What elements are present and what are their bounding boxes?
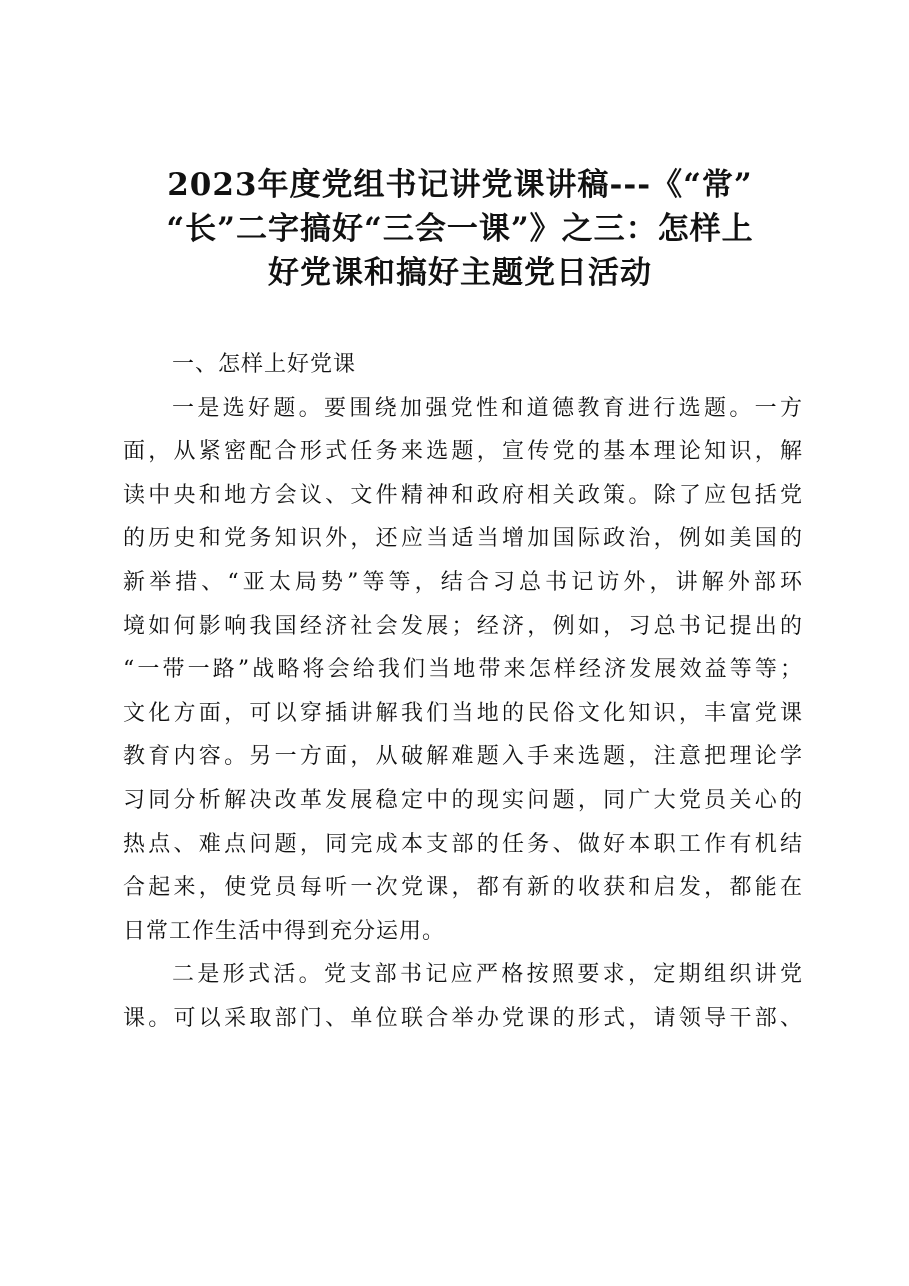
paragraph-line: 热点、难点问题，同完成本支部的任务、做好本职工作有机结 xyxy=(123,831,803,857)
paragraph-line: 文化方面，可以穿插讲解我们当地的民俗文化知识，丰富党课 xyxy=(123,700,803,726)
paragraph-line: 课。可以采取部门、单位联合举办党课的形式，请领导干部、 xyxy=(123,1005,803,1031)
title-line-1: 2023年度党组书记讲党课讲稿---《“常” xyxy=(167,167,753,203)
paragraph-line: 的历史和党务知识外，还应当适当增加国际政治，例如美国的 xyxy=(123,526,803,552)
paragraph-line: “一带一路”战略将会给我们当地带来怎样经济发展效益等等； xyxy=(123,657,803,683)
paragraph-line: 习同分析解决改革发展稳定中的现实问题，同广大党员关心的 xyxy=(123,787,803,813)
title-line-2: “长”二字搞好“三会一课”》之三：怎样上 xyxy=(166,211,754,247)
paragraph-line: 教育内容。另一方面，从破解难题入手来选题，注意把理论学 xyxy=(123,744,803,770)
section-heading: 一、怎样上好党课 xyxy=(172,352,357,377)
paragraph-1 xyxy=(123,387,803,954)
title-line-3: 好党课和搞好主题党日活动 xyxy=(268,255,652,291)
paragraph-line: 日常工作生活中得到充分运用。 xyxy=(123,918,446,944)
paragraph-line: 合起来，使党员每听一次党课，都有新的收获和启发，都能在 xyxy=(123,875,803,901)
document-body xyxy=(123,343,803,1041)
paragraph-line: 一是选好题。要围绕加强党性和道德教育进行选题。一方 xyxy=(172,395,803,421)
paragraph-2 xyxy=(123,953,803,1040)
paragraph-line: 新举措、“亚太局势”等等，结合习总书记访外，讲解外部环 xyxy=(123,569,803,595)
document-title xyxy=(110,163,810,295)
paragraph-line: 读中央和地方会议、文件精神和政府相关政策。除了应包括党 xyxy=(123,482,803,508)
paragraph-line: 面，从紧密配合形式任务来选题，宣传党的基本理论知识，解 xyxy=(123,439,803,465)
paragraph-line: 二是形式活。党支部书记应严格按照要求，定期组织讲党 xyxy=(172,962,803,988)
paragraph-line: 境如何影响我国经济社会发展；经济，例如，习总书记提出的 xyxy=(123,613,803,639)
